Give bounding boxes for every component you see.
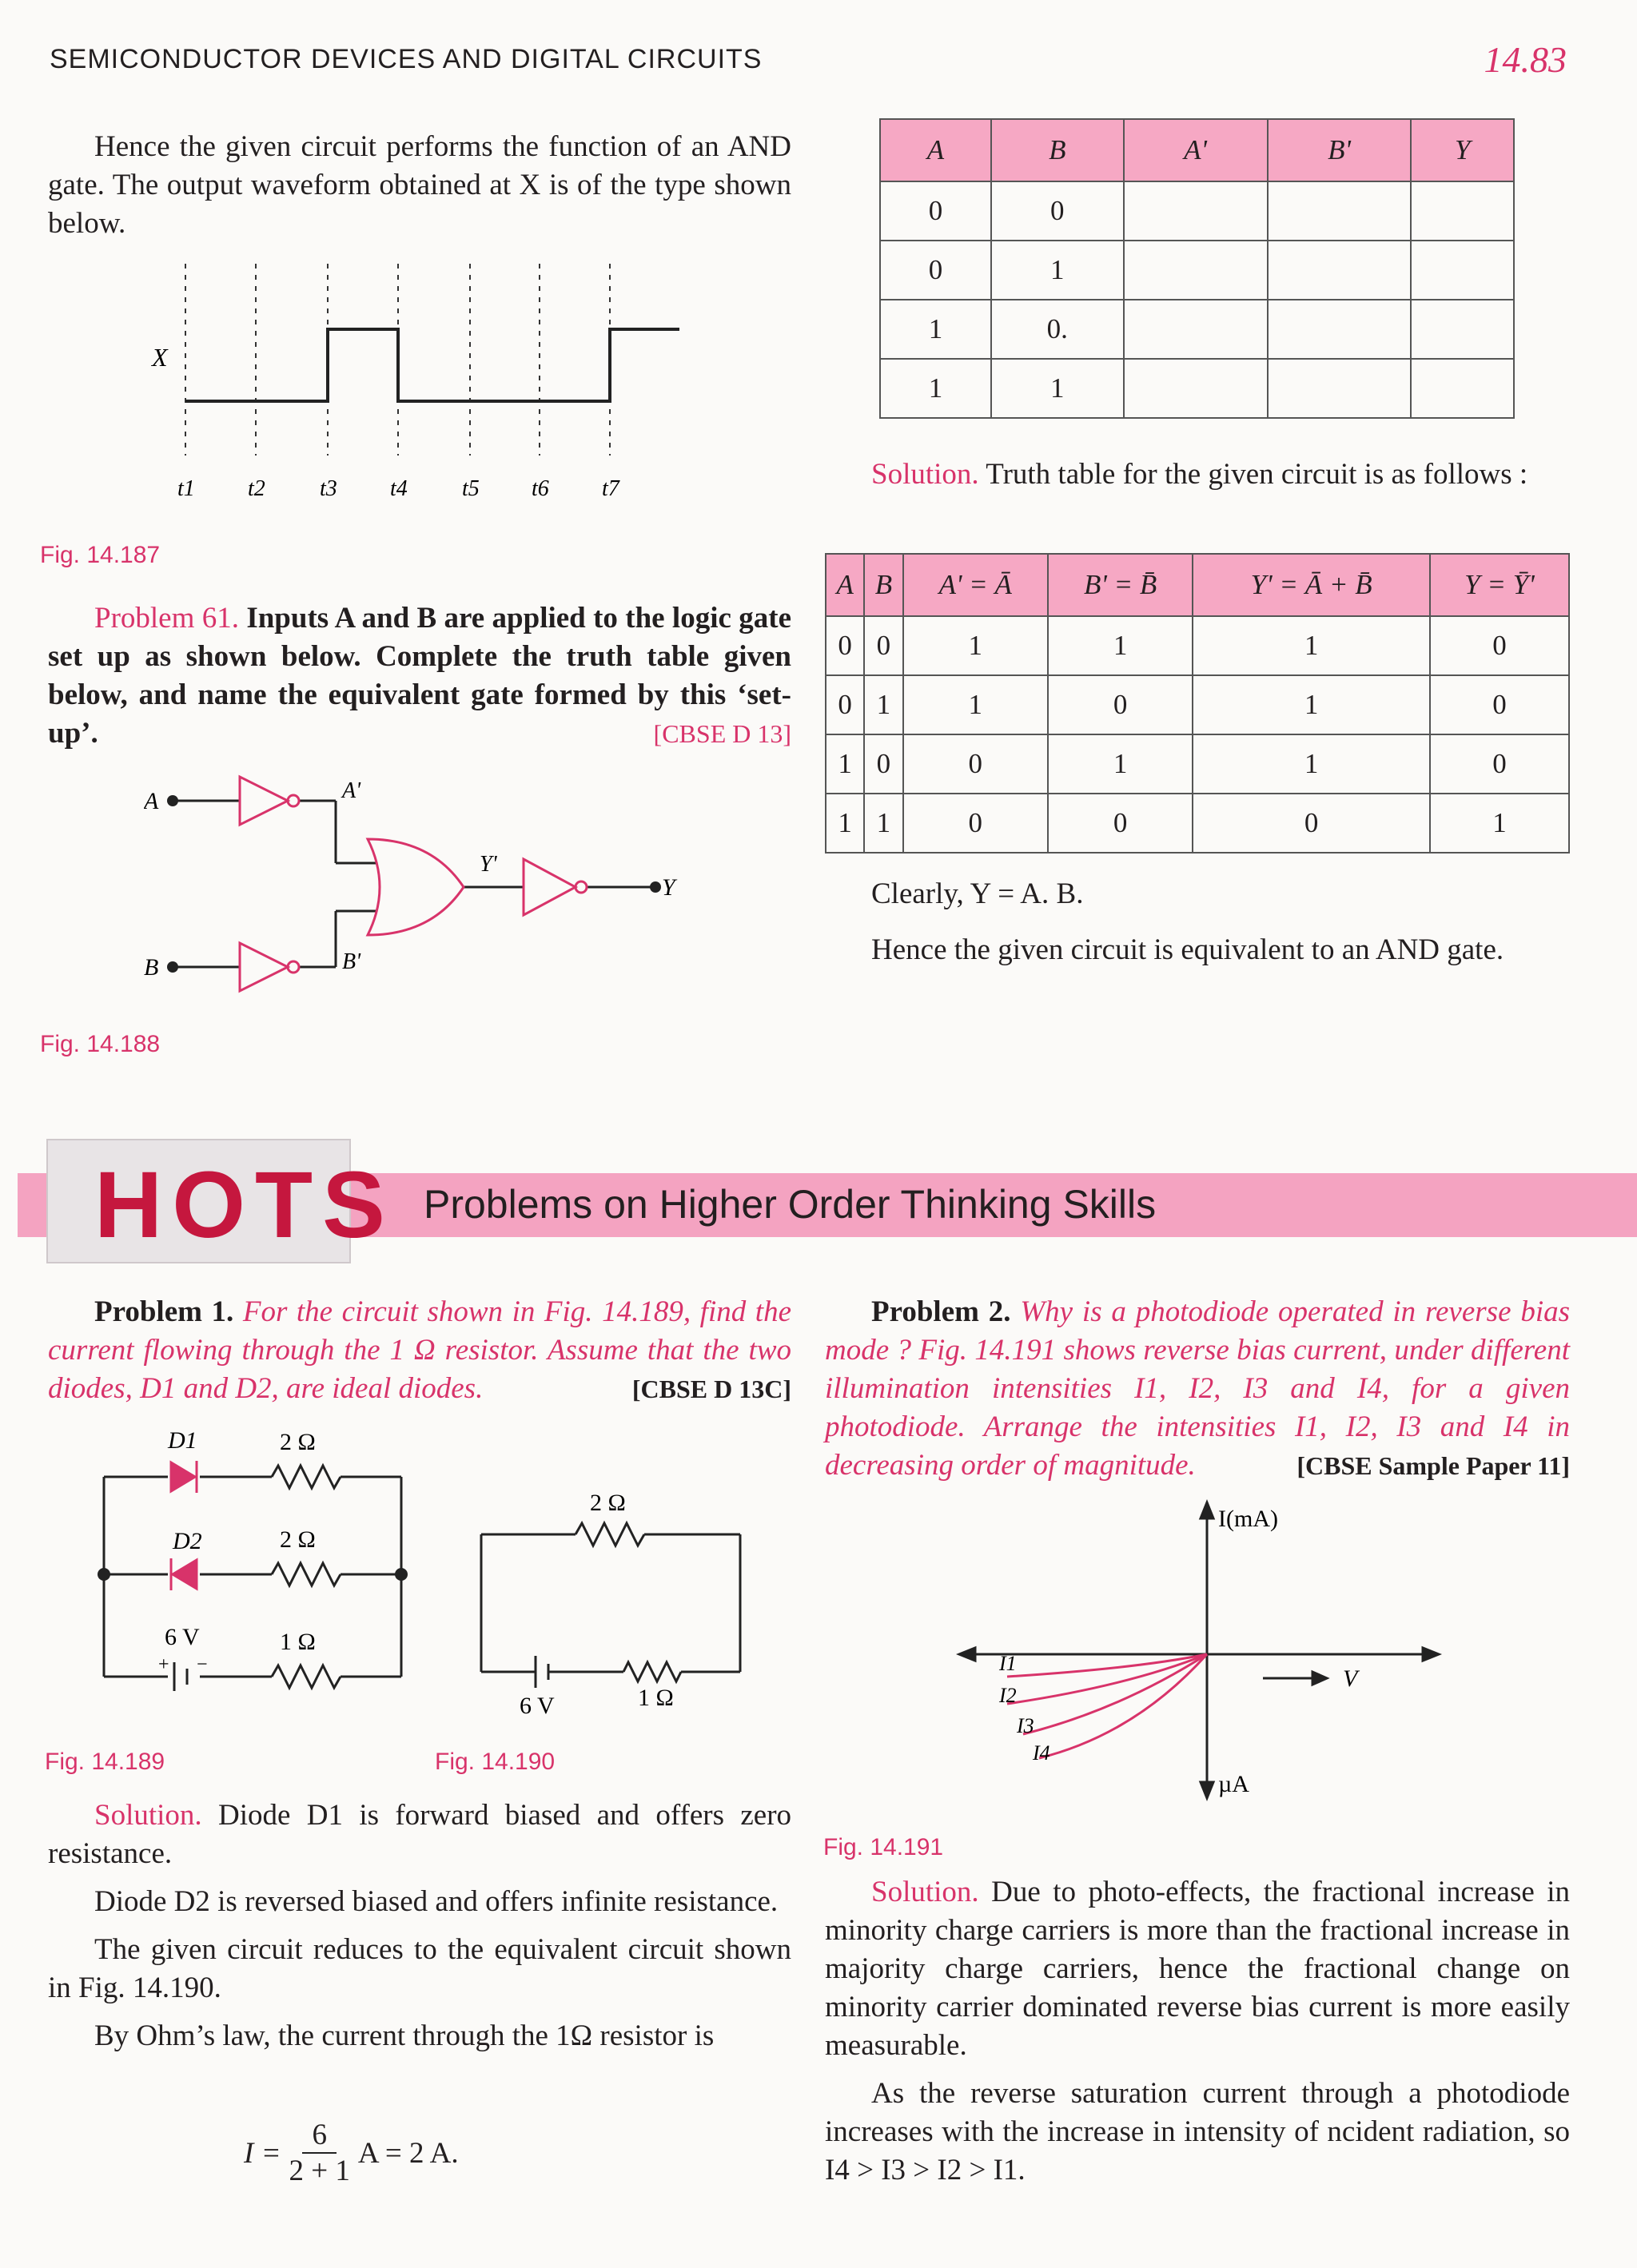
minus-label: − (197, 1654, 208, 1675)
table-header: A (826, 554, 864, 616)
time-label: t5 (462, 476, 480, 501)
problem-1 (48, 1293, 791, 1408)
problem-61 (48, 599, 791, 753)
table-header: A' (1124, 119, 1268, 181)
problem-1-solution: Solution. Diode D1 is forward biased and offers zero resistance. Diode D2 is reversed biased and offers infinite resistance. The given circuit reduces to the equivalent circuit shown in Fig. 14.190. By Ohm’s law, the current through the 1Ω resistor is (48, 1799, 792, 2052)
solution-61-intro: Solution. Truth table for the given circuit is as follows : (871, 458, 1528, 491)
table-header: B (991, 119, 1124, 181)
problem-2-solution: Solution. Due to photo-effects, the fractional increase in minority charge carriers is more than the fractional increase in majority charge carriers, hence the fractional change on minority carrier dominated reverse bias current is more easily measurable. As the reverse saturation current through a photodiode increases with the increase in intensity of ncident radiation, so I4 > I3 > I2 > I1. (825, 1876, 1570, 2186)
intro-paragraph: Hence the given circuit performs the function of an AND gate. The output waveform obtained at X is of the type shown below. (48, 130, 791, 240)
problem-1-ref: [CBSE D 13C] (631, 1375, 791, 1403)
not-gate-y (524, 859, 576, 915)
waveform-figure (144, 264, 703, 511)
problem-2-label: Problem 2. (871, 1295, 1011, 1328)
battery-label: 6 V (165, 1624, 200, 1650)
b-prime-label: B' (342, 949, 361, 974)
fig-189-caption: Fig. 14.189 (45, 1749, 165, 1775)
table-header: Y' = Ā + B̄ (1193, 554, 1430, 616)
problem-61-text: Inputs A and B are applied to the logic gate set up as shown below. Complete the truth table given below, and name the equivalent gate formed by this ‘set-up’. (48, 602, 791, 750)
not-gate-a (240, 777, 288, 825)
fig190-battery: 6 V (520, 1693, 555, 1719)
input-a-label: A (144, 788, 159, 814)
truth-table-blank (879, 118, 1515, 419)
page-number: 14.83 (1484, 39, 1567, 80)
waveform-x-label: X (152, 343, 168, 372)
diode-d2 (173, 1560, 197, 1589)
r3-label: 1 Ω (280, 1629, 316, 1655)
fig-187-caption: Fig. 14.187 (40, 542, 161, 568)
r2-label: 2 Ω (280, 1526, 316, 1553)
r1-label: 2 Ω (280, 1429, 316, 1455)
solution-61-conclusion: Hence the given circuit is equivalent to an AND gate. (871, 933, 1504, 966)
fig-188-caption: Fig. 14.188 (40, 1031, 161, 1057)
truth-table-solution (825, 553, 1570, 853)
fig-190-caption: Fig. 14.190 (435, 1749, 556, 1775)
curve-label: I4 (1033, 1741, 1050, 1765)
curve-label: I1 (999, 1652, 1017, 1675)
solution-2-label: Solution. (871, 1876, 979, 1908)
solution-61-label: Solution. (871, 458, 979, 491)
problem-2-text: Why is a photodiode operated in reverse bias mode ? Fig. 14.191 shows reverse bias current, under different illumination intensities I1, I2, I3 and I4, for a given photodiode. Arrange the intensities I1, I2, I3 and I4 in decreasing order of magnitude. (825, 1295, 1570, 1482)
input-b-label: B (144, 954, 159, 981)
a-prime-label: A' (342, 778, 361, 803)
not-gate-b (240, 943, 288, 991)
circuit-fig-190 (472, 1486, 759, 1726)
table-header: A' = Ā (903, 554, 1048, 616)
plus-label: + (158, 1654, 169, 1675)
table-row: 1 0 0 1 1 0 (826, 734, 1569, 794)
hots-title: HOTS (94, 1152, 395, 1258)
table-row: 0 0 (880, 181, 1514, 241)
problem-61-ref: [CBSE D 13] (653, 719, 791, 748)
table-header: B' (1268, 119, 1412, 181)
or-gate (368, 839, 464, 935)
fig-191-caption: Fig. 14.191 (823, 1834, 944, 1860)
running-title: SEMICONDUCTOR DEVICES AND DIGITAL CIRCUITS (50, 44, 763, 74)
curve-label: I2 (999, 1684, 1017, 1707)
table-row: 1 1 0 0 0 1 (826, 794, 1569, 853)
table-row: 1 0. (880, 300, 1514, 359)
circuit-fig-189 (88, 1422, 424, 1694)
fig190-r-top: 2 Ω (590, 1490, 626, 1516)
fig190-r-bottom: 1 Ω (638, 1685, 674, 1711)
ohms-law-equation: I = $\frac{6}{2 + 1}$ A = 2 A. (244, 2119, 459, 2187)
y-axis-positive-label: I(mA) (1218, 1506, 1278, 1532)
curve-i2 (1007, 1654, 1207, 1704)
hots-subtitle: Problems on Higher Order Thinking Skills (424, 1182, 1157, 1227)
table-row: 0 1 1 0 1 0 (826, 675, 1569, 734)
time-label: t7 (602, 476, 619, 501)
time-label: t2 (248, 476, 265, 501)
time-label: t4 (390, 476, 408, 501)
solution-1-label: Solution. (94, 1799, 202, 1832)
y-prime-label: Y' (480, 852, 497, 877)
d2-label: D2 (173, 1528, 202, 1554)
table-row: 1 1 (880, 359, 1514, 418)
time-label: t1 (177, 476, 195, 501)
diode-d1 (171, 1462, 195, 1491)
problem-61-label: Problem 61. (94, 602, 239, 635)
y-axis-negative-label: µA (1218, 1771, 1249, 1797)
logic-gate-figure (144, 759, 719, 999)
curve-i3 (1023, 1654, 1207, 1734)
table-header: B (864, 554, 902, 616)
photodiode-graph (943, 1494, 1455, 1806)
table-header: Y (1411, 119, 1514, 181)
table-header: Y = Ȳ' (1430, 554, 1569, 616)
time-label: t6 (532, 476, 549, 501)
problem-1-label: Problem 1. (94, 1295, 234, 1328)
output-waveform (185, 329, 679, 401)
table-header: A (880, 119, 991, 181)
d1-label: D1 (168, 1427, 197, 1454)
time-label: t3 (320, 476, 337, 501)
solution-61-clearly: Clearly, Y = A. B. (871, 877, 1084, 910)
table-row: 0 1 (880, 241, 1514, 300)
curve-label: I3 (1017, 1714, 1034, 1737)
x-axis-label: V (1343, 1665, 1358, 1692)
problem-2 (825, 1293, 1570, 1485)
table-header: B' = B̄ (1048, 554, 1193, 616)
problem-1-text: For the circuit shown in Fig. 14.189, find the current flowing through the 1 Ω resistor. Assume that the two diodes, D1 and D2, are ideal diodes. (48, 1295, 791, 1405)
problem-2-ref: [CBSE Sample Paper 11] (1296, 1451, 1570, 1480)
table-row: 0 0 1 1 1 0 (826, 616, 1569, 675)
output-y-label: Y (662, 874, 675, 901)
